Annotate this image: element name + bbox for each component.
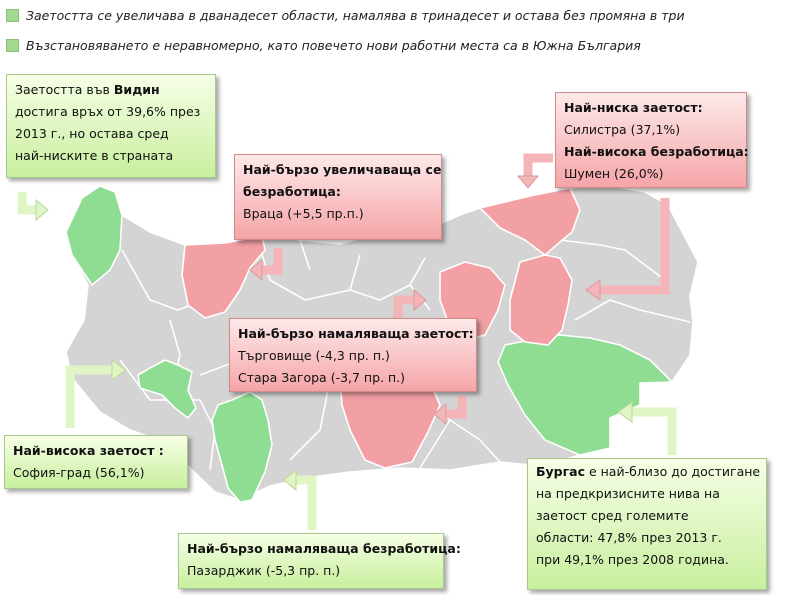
callout-targovishte-title: Най-бързо намаляваща заетост: <box>238 326 474 341</box>
bullet-recovery <box>6 38 641 53</box>
callout-targovishte <box>229 318 477 392</box>
callout-silistra-shumen <box>555 92 747 188</box>
bullet-employment-change <box>6 8 685 23</box>
callout-pazardzhik <box>178 533 461 589</box>
callout-vratsa <box>234 154 442 240</box>
callout-targovishte-value-2: Стара Загора (-3,7 пр. п.) <box>238 370 406 385</box>
callout-vidin-line-4: най-ниските в страната <box>15 148 174 163</box>
callout-vidin-name: Видин <box>113 82 160 97</box>
callout-burgas-line-2: на предкризисните нива на <box>536 486 720 501</box>
callout-pazardzhik-value: Пазарджик (-5,3 пр. п.) <box>187 563 341 578</box>
arrow-pazardzhik <box>296 480 312 530</box>
callout-lowest-employment-value: Силистра (37,1%) <box>564 122 681 137</box>
arrow-vidin-head <box>36 200 48 220</box>
callout-vidin <box>6 74 216 178</box>
callout-sofia-title: Най-висока заетост : <box>13 443 164 458</box>
callout-vidin-line-3: 2013 г., но остава сред <box>15 126 169 141</box>
callout-burgas-line-1: Бургас е най-близо до достигане <box>536 464 761 479</box>
callout-burgas-line-4: области: 47,8% през 2013 г. <box>536 530 722 545</box>
arrow-silistra-head <box>518 176 538 188</box>
callout-lowest-employment-title: Най-ниска заетост: <box>564 100 703 115</box>
callout-burgas-name: Бургас <box>536 464 585 479</box>
callout-vidin-line-2: достига връх от 39,6% през <box>15 104 201 119</box>
bullet-text: Заетостта се увеличава в дванадесет области, намалява в тринадесет и остава без промяна в три <box>26 8 685 23</box>
arrow-burgas <box>632 412 672 455</box>
bullet-square-icon <box>6 9 19 22</box>
callout-burgas-line-3: заетост сред големите <box>536 508 689 523</box>
callout-burgas <box>527 458 767 590</box>
bullet-text: Възстановяването е неравномерно, като повечето нови работни места са в Южна България <box>26 38 641 53</box>
arrow-vidin <box>22 192 36 210</box>
callout-vratsa-title-2: безработица: <box>243 184 341 199</box>
callout-highest-unemployment-value: Шумен (26,0%) <box>564 166 664 181</box>
callout-vratsa-title-1: Най-бързо увеличаваща се <box>243 162 442 177</box>
arrow-silistra <box>528 158 553 176</box>
callout-highest-unemployment-title: Най-висока безработица: <box>564 144 749 159</box>
bullet-square-icon <box>6 39 19 52</box>
callout-sofia-value: София-град (56,1%) <box>13 465 145 480</box>
callout-pazardzhik-title: Най-бързо намаляваща безработица: <box>187 541 461 556</box>
callout-targovishte-value-1: Търговище (-4,3 пр. п.) <box>238 348 390 363</box>
callout-burgas-line-5: при 49,1% през 2008 година. <box>536 552 729 567</box>
callout-sofia <box>4 435 188 489</box>
callout-vratsa-value: Враца (+5,5 пр.п.) <box>243 206 364 221</box>
callout-vidin-line-1: Заетостта във Видин <box>15 82 160 97</box>
